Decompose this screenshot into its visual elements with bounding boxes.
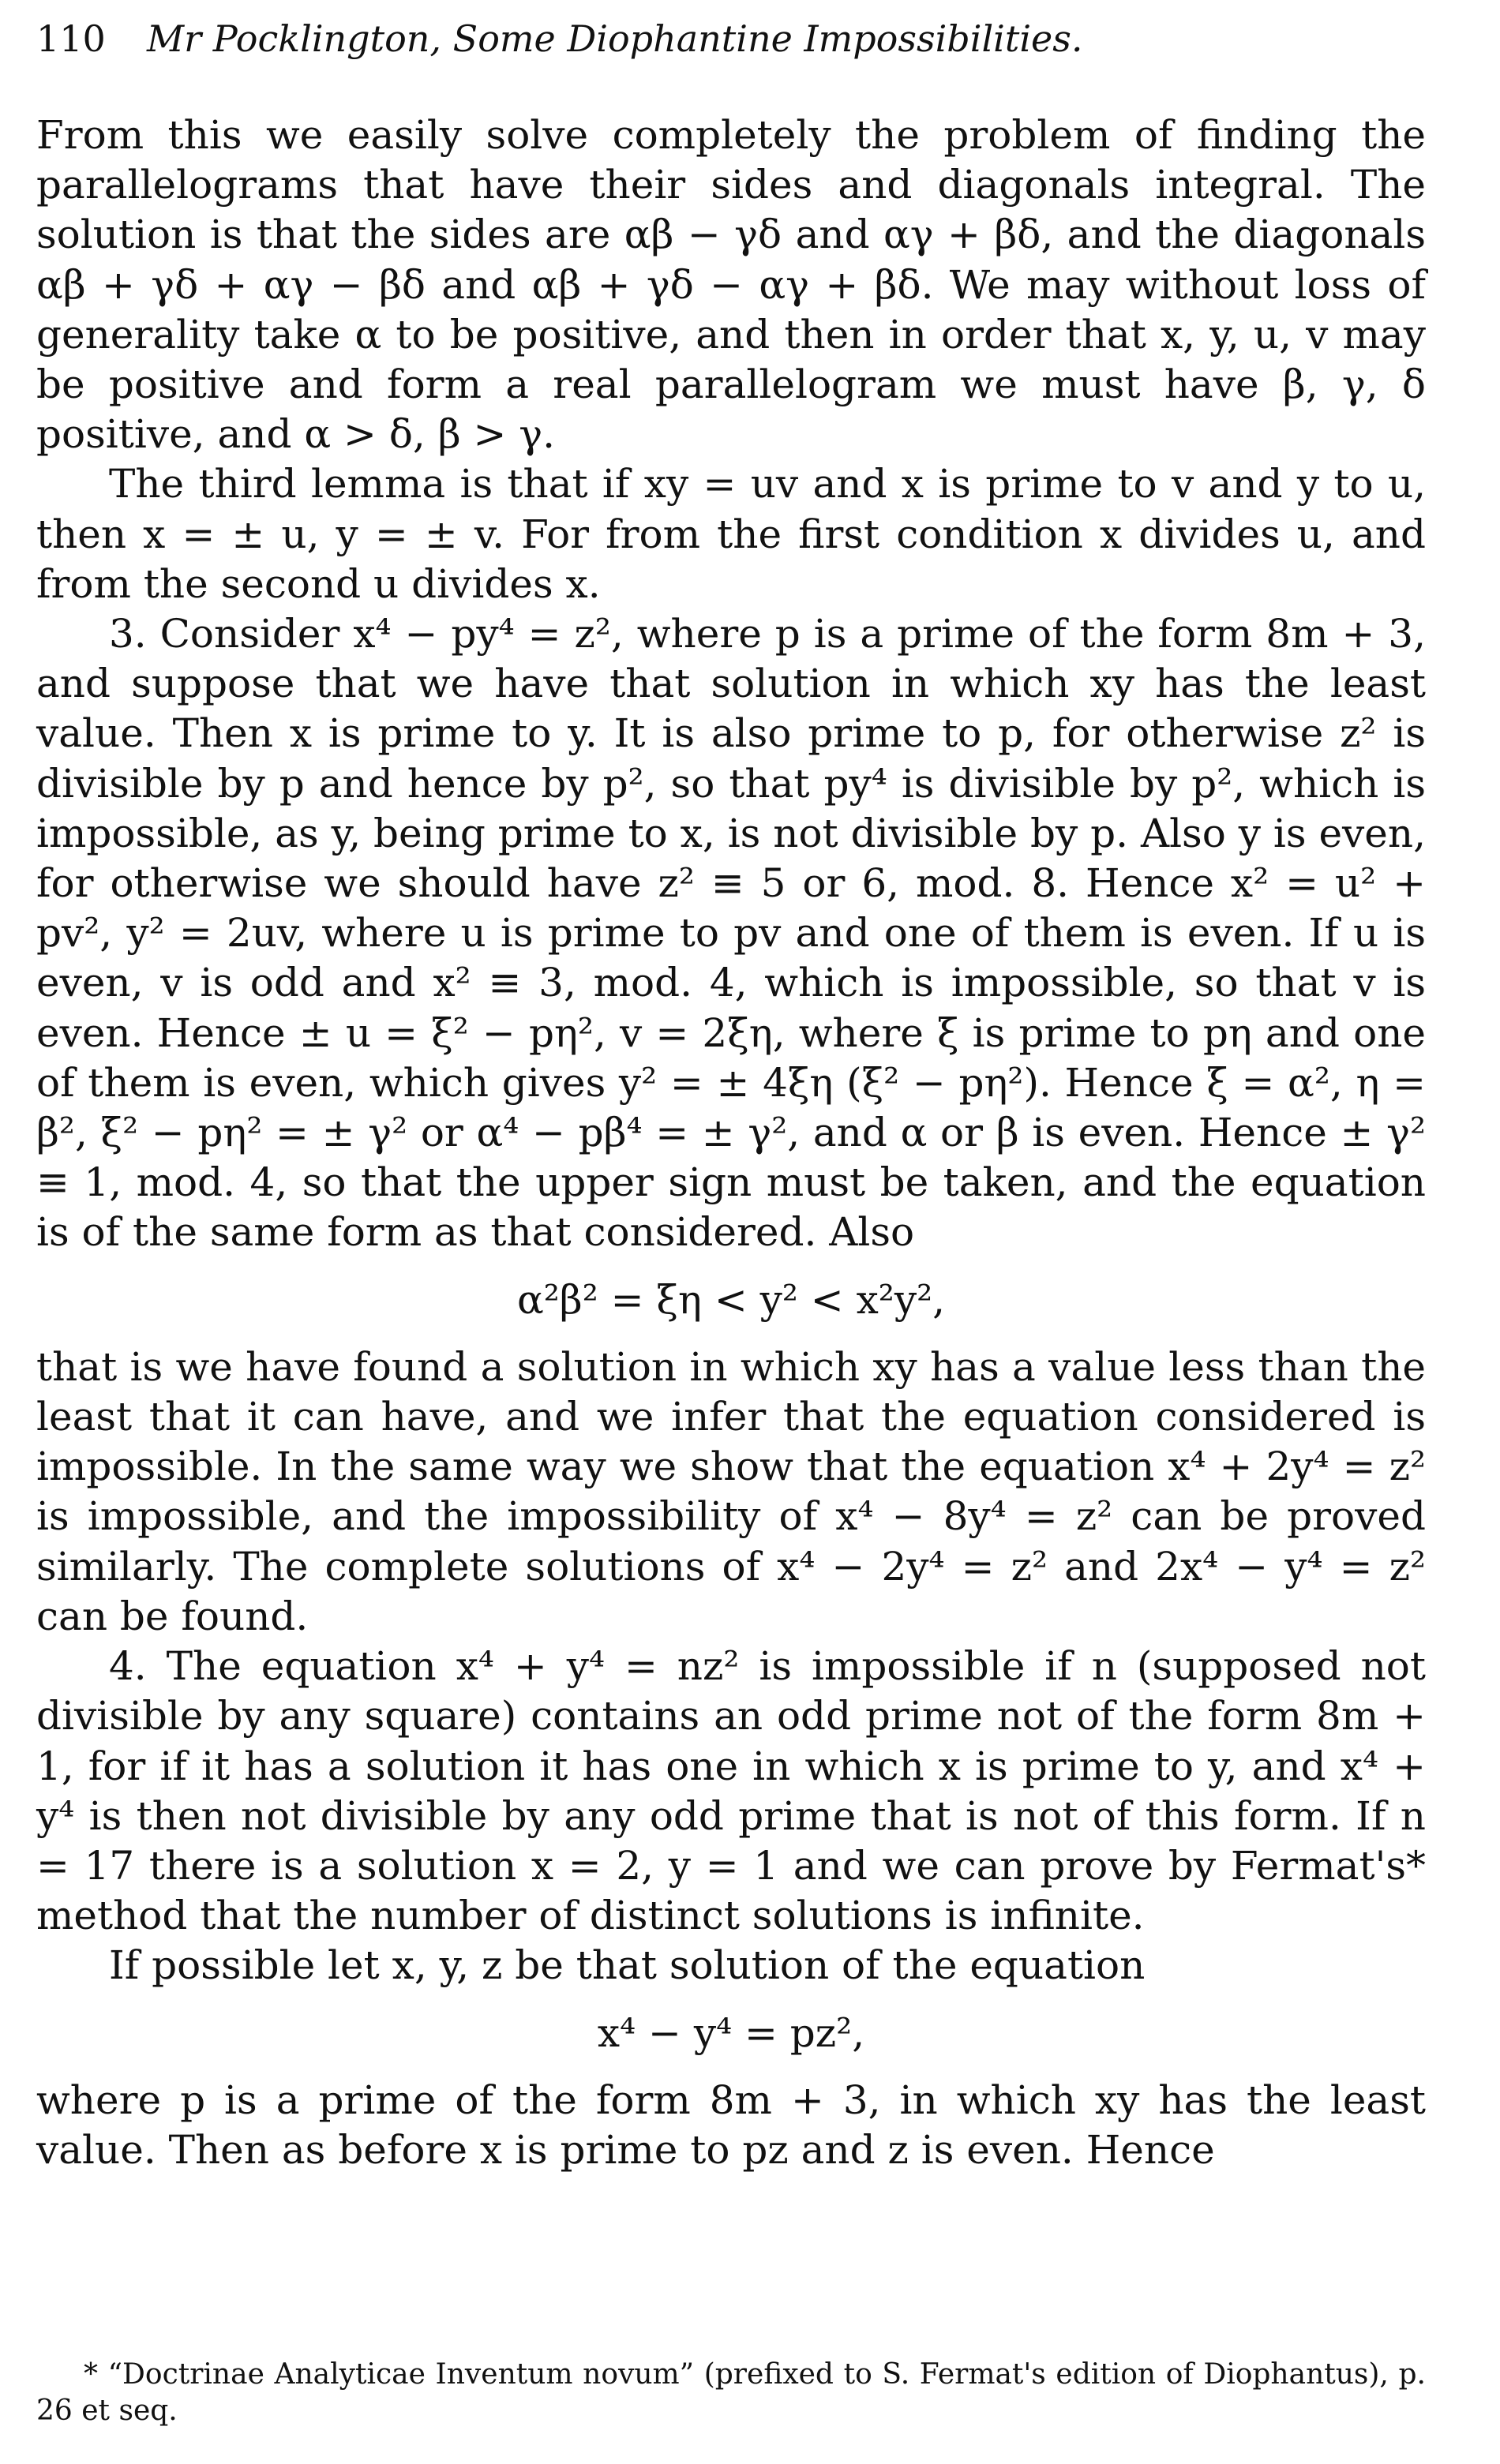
paragraph-where-p: where p is a prime of the form 8m + 3, in which xy has the least value. Then as before x is prime to pz and z is even. Hence — [36, 2076, 1426, 2173]
display-equation-2: x⁴ − y⁴ = pz², — [597, 2009, 865, 2056]
footnote — [36, 2357, 1426, 2429]
paragraph-section-3: 3. Consider x⁴ − py⁴ = z², where p is a prime of the form 8m + 3, and suppose that we have that solution in which xy has the least value. Then x is prime to y. It is also prime to p, for otherwise z² is divisible by p and hence by p², so that py⁴ is divisible by p², which is impossible, as y, being prime to x, is not divisible by p. Also y is even, for otherwise we should have z² ≡ 5 or 6, mod. 8. Hence x² = u² + pv², y² = 2uv, where u is prime to pv and one of them is even. If u is even, v is odd and x² ≡ 3, mod. 4, which is impossible, so that v is even. Hence ± u = ξ² − pη², v = 2ξη, where ξ is prime to pη and one of them is even, which gives y² = ± 4ξη (ξ² − pη²). Hence ξ = α², η = β², ξ² − pη² = ± γ² or α⁴ − pβ⁴ = ± γ², and α or β is even. Hence ± γ² ≡ 1, mod. 4, so that the upper sign must be taken, and the equation is of the same form as that considered. Also — [36, 611, 1426, 1256]
running-header — [36, 11, 1457, 66]
paragraph-parallelograms: From this we easily solve completely the problem of finding the parallelograms that have their sides and diagonals integral. The solution is that the sides are αβ − γδ and αγ + βδ, and the diagonals αβ + γδ + αγ − βδ and αβ + γδ − αγ + βδ. We may without loss of generality take α to be positive, and then in order that x, y, u, v may be positive and form a real parallelogram we must have β, γ, δ positive, and α > δ, β > γ. — [36, 112, 1426, 458]
running-title: Mr Pocklington, Some Diophantine Impossibilities. — [147, 17, 1083, 60]
footnote-text: * “Doctrinae Analyticae Inventum novum” (prefixed to S. Fermat's edition of Diophantus), p. 26 et seq. — [36, 2358, 1426, 2427]
paragraph-if-possible: If possible let x, y, z be that solution of the equation — [109, 1942, 1146, 1989]
paragraph-third-lemma: The third lemma is that if xy = uv and x is prime to v and y to u, then x = ± u, y = ± v. For from the first condition x divides u, and from the second u divides x. — [36, 461, 1426, 607]
article-body — [36, 110, 1426, 2175]
paragraph-section-4: 4. The equation x⁴ + y⁴ = nz² is impossible if n (supposed not divisible by any square) contains an odd prime not of the form 8m + 1, for if it has a solution it has one in which x is prime to y, and x⁴ + y⁴ is then not divisible by any odd prime that is not of this form. If n = 17 there is a solution x = 2, y = 1 and we can prove by Fermat's* method that the number of distinct solutions is infinite. — [36, 1643, 1426, 1939]
page-number: 110 — [36, 17, 106, 60]
paragraph-conclusion: that is we have found a solution in which xy has a value less than the least that it can have, and we infer that the equation considered is impossible. In the same way we show that the equation x⁴ + 2y⁴ = z² is impossible, and the impossibility of x⁴ − 8y⁴ = z² can be proved similarly. The complete solutions of x⁴ − 2y⁴ = z² and 2x⁴ − y⁴ = z² can be found. — [36, 1343, 1426, 1639]
display-equation-1: α²β² = ξη < y² < x²y², — [516, 1276, 946, 1323]
